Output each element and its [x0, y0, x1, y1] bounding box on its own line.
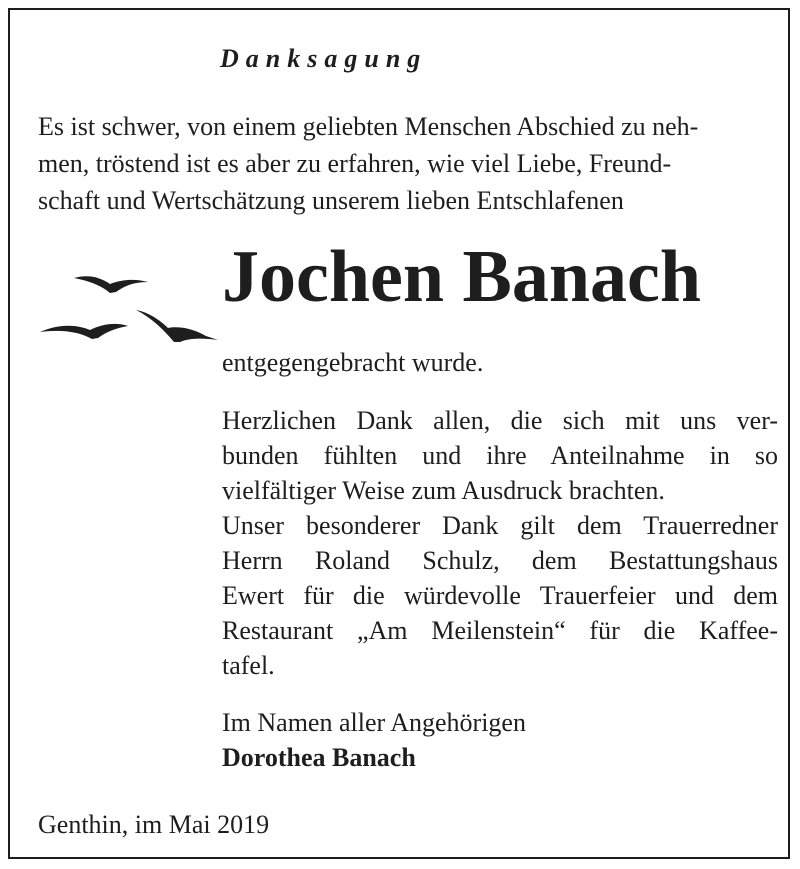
notice-frame	[8, 8, 790, 859]
flying-birds-icon	[36, 266, 226, 346]
thanks-line: tafel.	[222, 651, 275, 680]
bird-icon	[136, 310, 218, 342]
thanks-text	[222, 403, 778, 683]
thanks-line: Herzlichen Dank allen, die sich mit uns ver-	[222, 406, 778, 435]
thanks-line: vielfältiger Weise zum Ausdruck brachten.	[222, 476, 665, 505]
deceased-name: Jochen Banach	[222, 236, 702, 318]
intro-text	[38, 108, 780, 219]
signer-name: Dorothea Banach	[222, 743, 416, 772]
thanks-line: Herrn Roland Schulz, dem Bestattungshaus	[222, 546, 778, 575]
notice-heading: Danksagung	[220, 44, 428, 73]
thanks-line: bunden fühlten und ihre Anteilnahme in so	[222, 441, 778, 470]
thanks-line: Ewert für die würdevolle Trauerfeier und dem	[222, 581, 778, 610]
intro-line: schaft und Wertschätzung unserem lieben Entschlafenen	[38, 186, 624, 215]
place-date: Genthin, im Mai 2019	[38, 810, 270, 839]
bird-icon	[74, 276, 148, 293]
thanks-line: Restaurant „Am Meilenstein“ für die Kaffee-	[222, 616, 778, 645]
brought-line: entgegengebracht wurde.	[222, 348, 484, 377]
closing-line: Im Namen aller Angehörigen	[222, 708, 526, 737]
bird-icon	[40, 324, 128, 339]
intro-line: men, tröstend ist es aber zu erfahren, wie viel Liebe, Freund-	[38, 149, 672, 178]
intro-line: Es ist schwer, von einem geliebten Menschen Abschied zu neh-	[38, 112, 699, 141]
thanks-line: Unser besonderer Dank gilt dem Trauerredner	[222, 511, 778, 540]
